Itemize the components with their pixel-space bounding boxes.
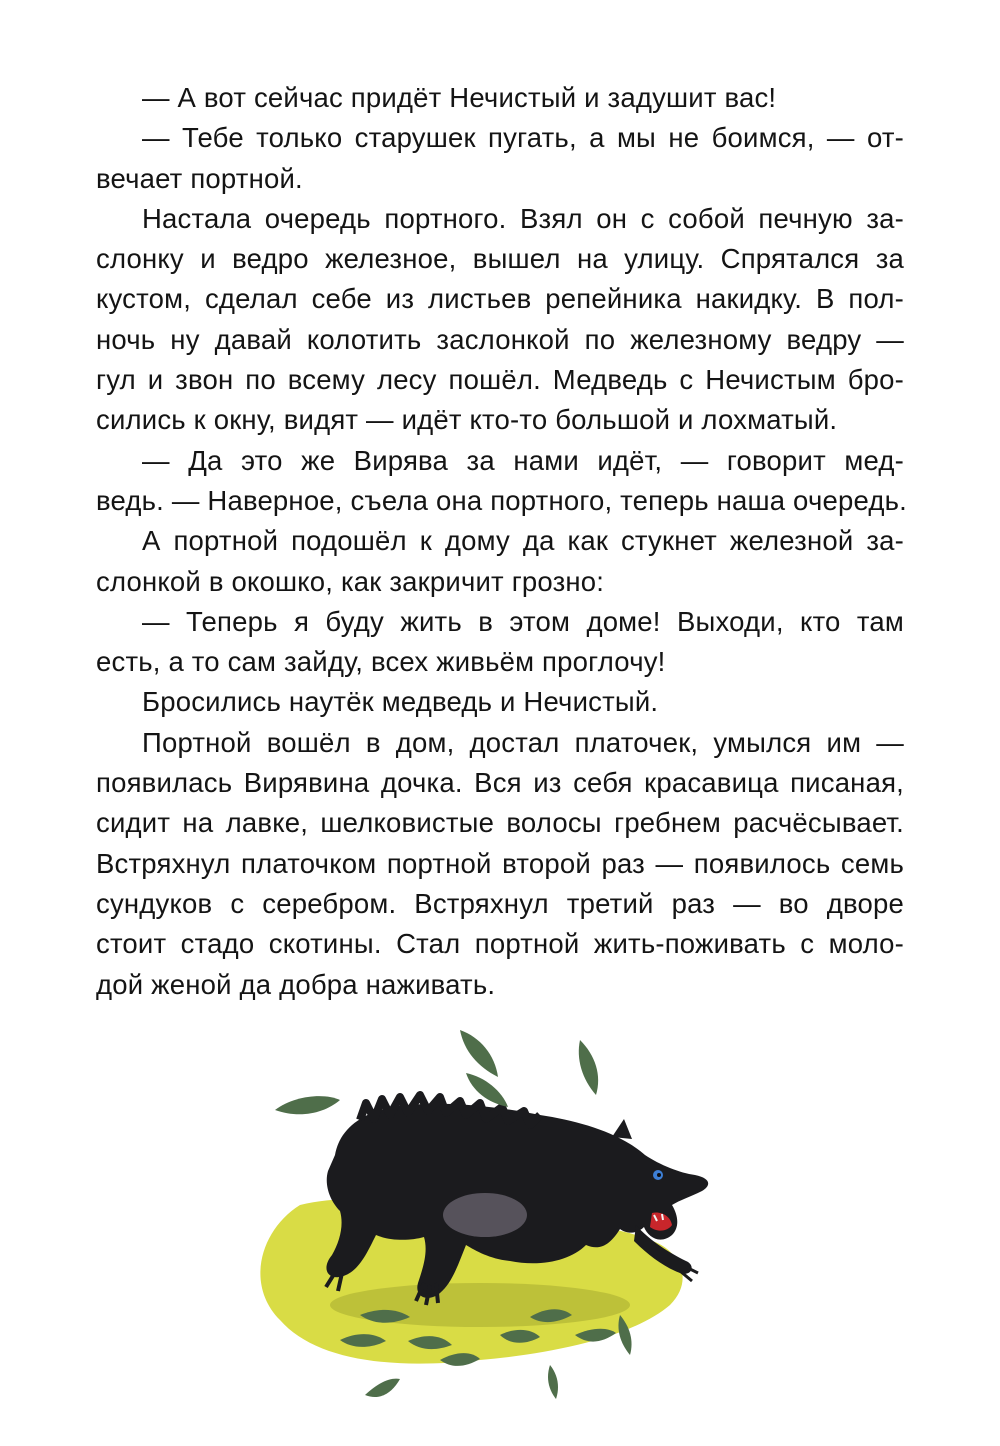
text-line: Настала очередь портного. Взял он с собой печную за- (142, 202, 904, 234)
bear-illustration (240, 1015, 740, 1440)
leaf (365, 1379, 400, 1397)
paragraph (96, 723, 904, 1005)
text-line: — А вот сейчас придёт Нечистый и задушит вас! (142, 82, 777, 113)
paragraph (96, 602, 904, 683)
text-line: вечает портной. (96, 162, 303, 194)
text-line: ночь ну давай колотить заслонкой по железному ведру — (96, 323, 904, 355)
text-line: Портной вошёл в дом, достал платочек, умылся им — (142, 726, 904, 758)
leaf (275, 1096, 340, 1114)
text-line: есть, а то сам зайду, всех живьём проглочу! (96, 646, 666, 678)
paragraph (96, 118, 904, 199)
story-text (96, 78, 907, 1005)
text-line: ведь. — Наверное, съела она портного, теперь наша очередь. (96, 484, 907, 516)
text-line: слонку и ведро железное, вышел на улицу. Спрятался за (96, 243, 904, 275)
text-line: — Тебе только старушек пугать, а мы не боимся, — от- (142, 122, 904, 154)
text-line: сундуков с серебром. Встряхнул третий раз — во дворе (96, 887, 904, 919)
paragraph (96, 521, 904, 602)
text-line: слонкой в окошко, как закричит грозно: (96, 565, 605, 597)
text-line: сидит на лавке, шелковистые волосы гребнем расчёсывает. (96, 807, 904, 839)
paragraph (96, 78, 904, 118)
paragraph (96, 199, 904, 441)
leaf (548, 1365, 558, 1399)
text-line: Встряхнул платочком портной второй раз — появилось семь (96, 847, 904, 879)
text-line: кустом, сделал себе из листьев репейника накидку. В пол- (96, 283, 904, 315)
text-line: А портной подошёл к дому да как стукнет железной за- (142, 525, 904, 557)
leaf (579, 1040, 598, 1095)
bear-ear (612, 1119, 632, 1139)
text-line: дой женой да добра наживать. (96, 968, 496, 1000)
text-line: гул и звон по всему лесу пошёл. Медведь с Нечистым бро- (96, 364, 904, 396)
leaf (460, 1030, 498, 1077)
paragraph (96, 441, 907, 522)
paragraph (96, 682, 904, 722)
text-line: сились к окну, видят — идёт кто-то большой и лохматый. (96, 404, 838, 436)
text-line: появилась Вирявина дочка. Вся из себя красавица писаная, (96, 767, 904, 799)
text-line: — Теперь я буду жить в этом доме! Выходи, кто там (142, 605, 904, 637)
text-line: — Да это же Вирява за нами идёт, — говорит мед- (142, 444, 904, 476)
text-line: стоит стадо скотины. Стал портной жить-поживать с моло- (96, 928, 904, 960)
text-line: Бросились наутёк медведь и Нечистый. (142, 686, 659, 718)
leaf (466, 1073, 508, 1107)
bear-belly (443, 1193, 527, 1237)
